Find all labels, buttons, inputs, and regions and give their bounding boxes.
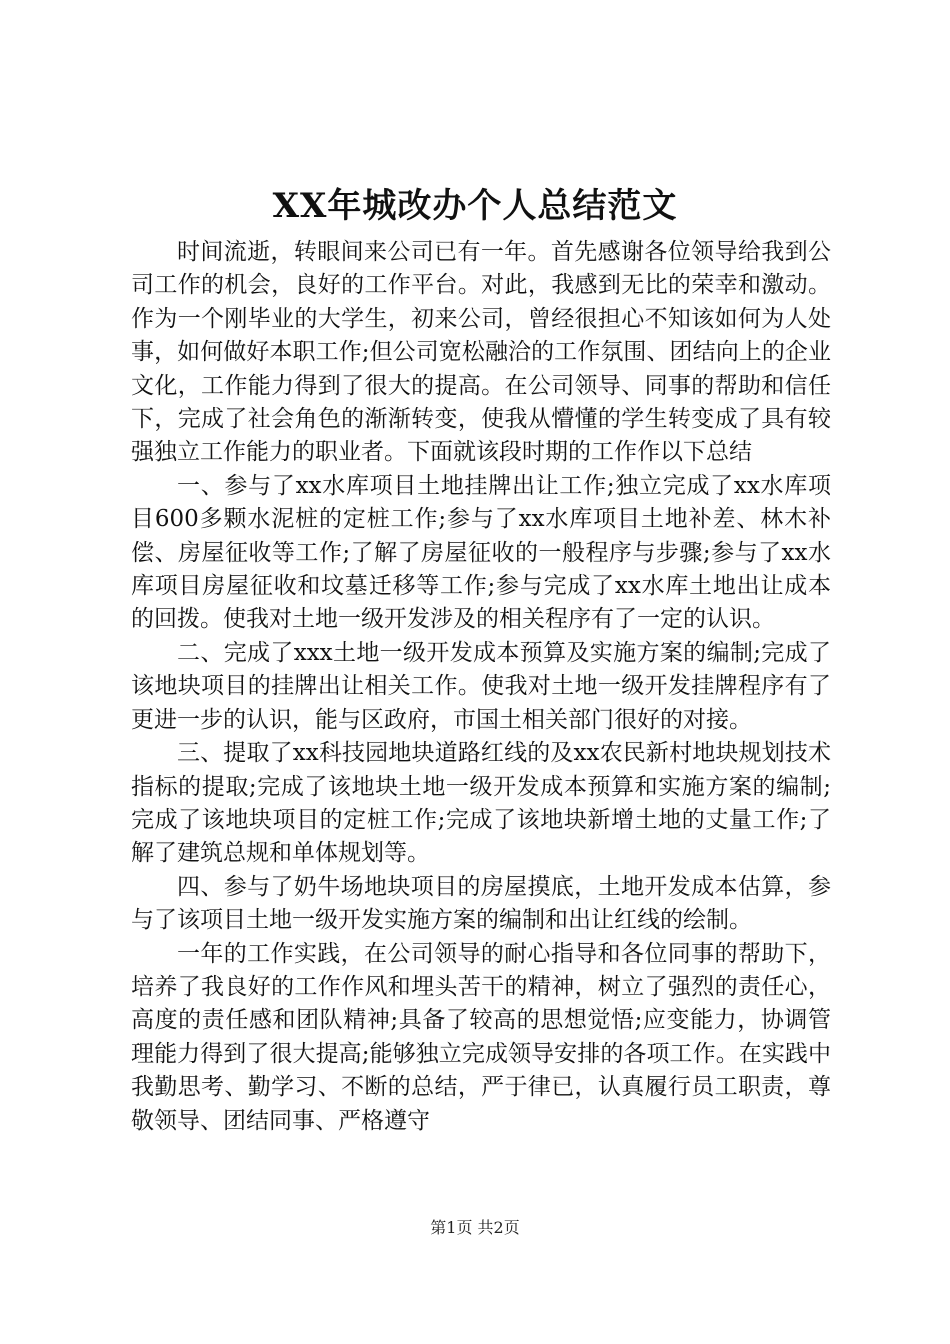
page-title: XX年城改办个人总结范文	[272, 186, 678, 226]
page-footer	[0, 1217, 950, 1239]
paragraph-intro: 时间流逝，转眼间来公司已有一年。首先感谢各位领导给我到公司工作的机会，良好的工作平台。对此，我感到无比的荣幸和激动。作为一个刚毕业的大学生，初来公司，曾经很担心不知该如何为人处事，如何做好本职工作;但公司宽松融洽的工作氛围、团结向上的企业文化，工作能力得到了很大的提高。在公司领导、同事的帮助和信任下，完成了社会角色的渐渐转变，使我从懵懂的学生转变成了具有较强独立工作能力的职业者。下面就该段时期的工作作以下总结	[131, 239, 831, 466]
paragraph-summary: 一年的工作实践，在公司领导的耐心指导和各位同事的帮助下，培养了我良好的工作作风和埋头苦干的精神，树立了强烈的责任心，高度的责任感和团队精神;具备了较高的思想觉悟;应变能力，协调管理能力得到了很大提高;能够独立完成领导安排的各项工作。在实践中我勤思考、勤学习、不断的总结，严于律已，认真履行员工职责，尊敬领导、团结同事、严格遵守	[131, 940, 831, 1134]
paragraph-item-1: 一、参与了xx水库项目土地挂牌出让工作;独立完成了xx水库项目600多颗水泥桩的定桩工作;参与了xx水库项目土地补差、林木补偿、房屋征收等工作;了解了房屋征收的一般程序与步骤;参与了xx水库项目房屋征收和坟墓迁移等工作;参与完成了xx水库土地出让成本的回拨。使我对土地一级开发涉及的相关程序有了一定的认识。	[131, 472, 831, 633]
page-total: 共2页	[477, 1218, 520, 1237]
paragraph-item-4: 四、参与了奶牛场地块项目的房屋摸底，土地开发成本估算，参与了该项目土地一级开发实施方案的编制和出让红线的绘制。	[131, 873, 831, 934]
paragraph-item-3: 三、提取了xx科技园地块道路红线的及xx农民新村地块规划技术指标的提取;完成了该地块土地一级开发成本预算和实施方案的编制;完成了该地块项目的定桩工作;完成了该地块新增土地的丈量工作;了解了建筑总规和单体规划等。	[131, 740, 831, 867]
page-number: 第1页	[430, 1218, 473, 1237]
paragraph-item-2: 二、完成了xxx土地一级开发成本预算及实施方案的编制;完成了该地块项目的挂牌出让相关工作。使我对土地一级开发挂牌程序有了更进一步的认识，能与区政府，市国土相关部门很好的对接。	[131, 639, 831, 733]
document-body	[131, 236, 831, 1138]
